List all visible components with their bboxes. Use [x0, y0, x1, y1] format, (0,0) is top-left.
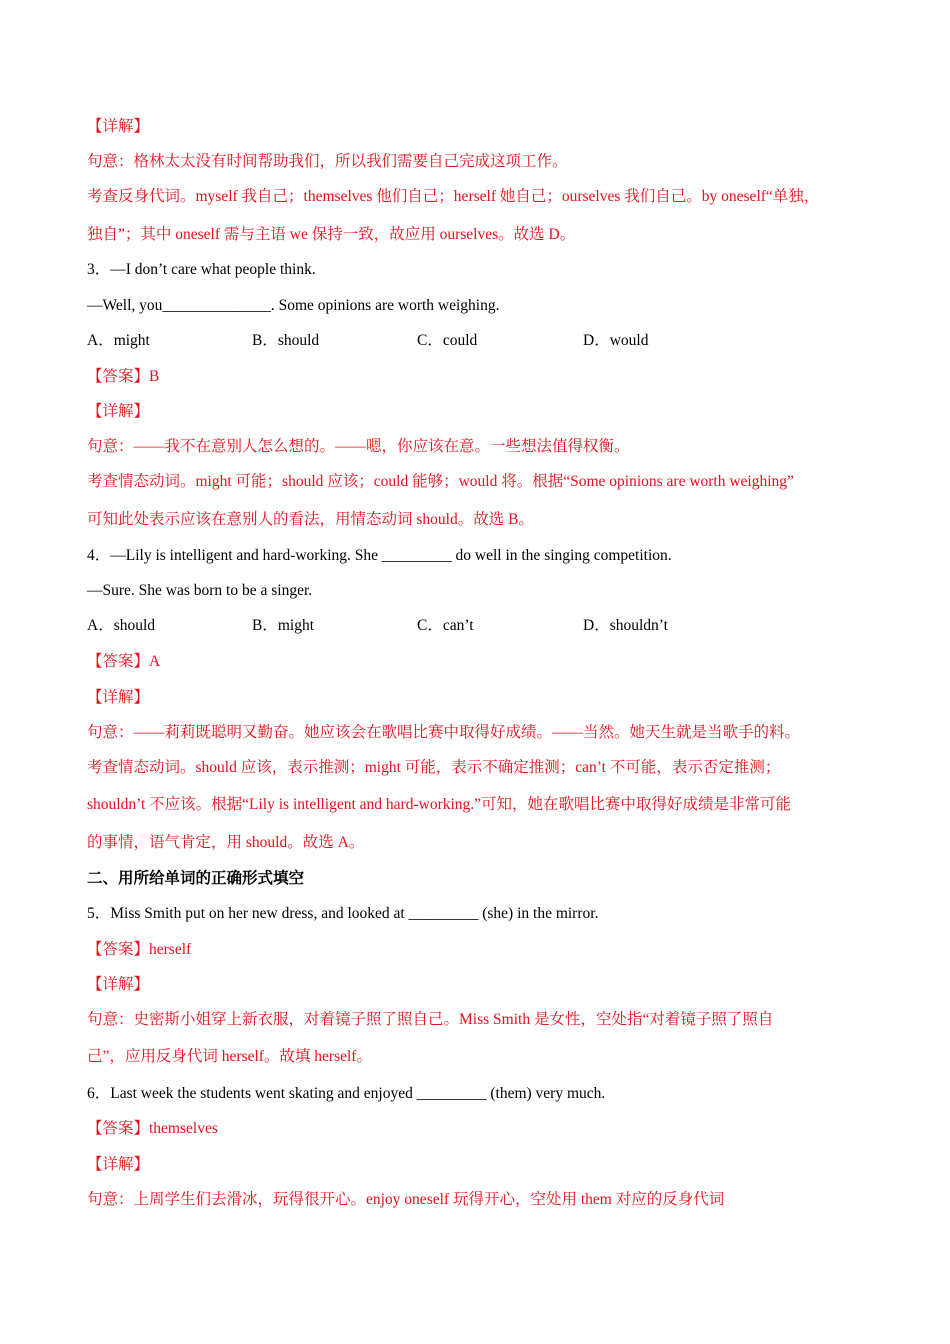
- q4-option-c: C．can’t: [417, 617, 474, 634]
- q3-option-a: A．might: [87, 332, 150, 349]
- q2-meaning: 句意：格林太太没有时间帮助我们，所以我们需要自己完成这项工作。: [87, 153, 568, 170]
- q3-option-b: B．should: [252, 332, 320, 349]
- q4-explanation-line-1: 考查情态动词。should 应该，表示推测；might 可能，表示不确定推测；can’t 不可能，表示否定推测；: [87, 759, 781, 776]
- q3-explanation-line-1: 考查情态动词。might 可能；should 应该；could 能够；would 将。根据“Some opinions are worth weighing”: [87, 473, 794, 490]
- q5-detail-label: 【详解】: [87, 976, 150, 993]
- q3-option-d: D．would: [583, 332, 649, 349]
- q4-meaning: 句意：——莉莉既聪明又勤奋。她应该会在歌唱比赛中取得好成绩。——当然。她天生就是当歌手的料。: [87, 724, 801, 741]
- q4-line-2: —Sure. She was born to be a singer.: [87, 582, 313, 599]
- q6-answer: 【答案】themselves: [87, 1120, 218, 1137]
- q3-meaning: 句意：——我不在意别人怎么想的。——嗯，你应该在意。一些想法值得权衡。: [87, 438, 630, 455]
- q5-answer: 【答案】herself: [87, 941, 192, 958]
- q6-stem: 6．Last week the students went skating and enjoyed _________ (them) very much.: [87, 1085, 606, 1102]
- q6-detail-label: 【详解】: [87, 1156, 150, 1173]
- q4-detail-label: 【详解】: [87, 689, 150, 706]
- q4-answer: 【答案】A: [87, 653, 161, 670]
- q5-explanation-line-1: 句意：史密斯小姐穿上新衣服，对着镜子照了照自己。Miss Smith 是女性，空处指“对着镜子照了照自: [87, 1011, 774, 1028]
- q3-option-c: C．could: [417, 332, 478, 349]
- q4-option-d: D．shouldn’t: [583, 617, 668, 634]
- section-title: 二、用所给单词的正确形式填空: [87, 870, 305, 887]
- q4-explanation-line-3: 的事情，语气肯定，用 should。故选 A。: [87, 834, 365, 851]
- q3-line-2: —Well, you______________. Some opinions are worth weighing.: [87, 297, 500, 314]
- q3-stem: 3．—I don’t care what people think.: [87, 261, 316, 278]
- q4-explanation-line-2: shouldn’t 不应该。根据“Lily is intelligent and hard-working.”可知，她在歌唱比赛中取得好成绩是非常可能: [87, 796, 792, 813]
- q5-explanation-line-2: 己”，应用反身代词 herself。故填 herself。: [87, 1048, 372, 1065]
- q4-option-a: A．should: [87, 617, 156, 634]
- q2-explanation-line-1: 考查反身代词。myself 我自己；themselves 他们自己；herself 她自己；ourselves 我们自己。by oneself“单独，: [87, 188, 820, 205]
- q6-explanation-line-1: 句意：上周学生们去滑冰，玩得很开心。enjoy oneself 玩得开心，空处用 them 对应的反身代词: [87, 1191, 725, 1208]
- q4-stem: 4．—Lily is intelligent and hard-working. She _________ do well in the singing competition.: [87, 547, 672, 564]
- q3-detail-label: 【详解】: [87, 403, 150, 420]
- q3-explanation-line-2: 可知此处表示应该在意别人的看法，用情态动词 should。故选 B。: [87, 511, 534, 528]
- q2-explanation-line-2: 独自”；其中 oneself 需与主语 we 保持一致，故应用 ourselves。故选 D。: [87, 226, 576, 243]
- q4-option-b: B．might: [252, 617, 315, 634]
- q2-detail-label: 【详解】: [87, 118, 150, 135]
- q5-stem: 5．Miss Smith put on her new dress, and looked at _________ (she) in the mirror.: [87, 905, 599, 922]
- q3-answer: 【答案】B: [87, 368, 160, 385]
